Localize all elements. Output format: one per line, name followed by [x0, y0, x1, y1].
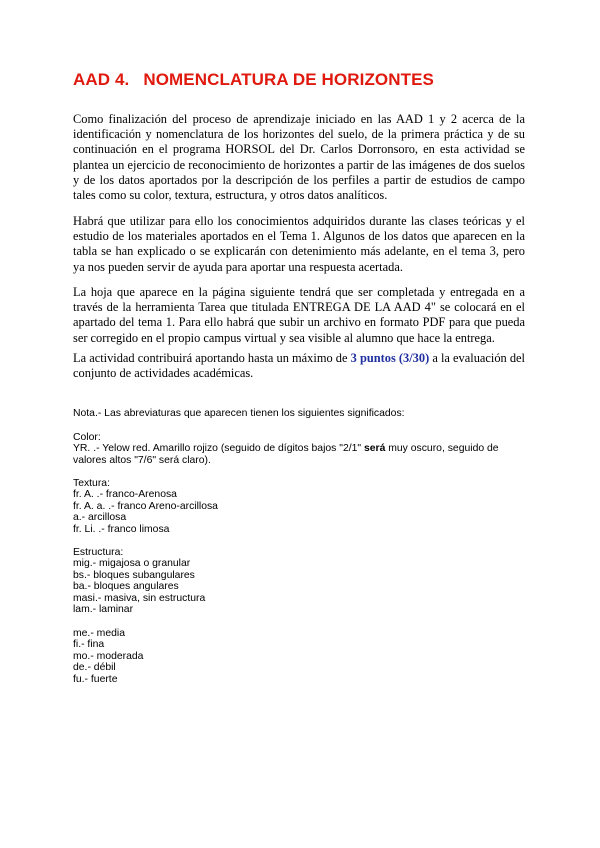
score-text-after: a la evaluación del conjunto de actividades académicas.	[73, 351, 525, 381]
score-text-before: La actividad contribuirá aportando hasta un máximo de	[73, 351, 351, 365]
color-legend	[73, 432, 533, 466]
grade-legend	[73, 628, 533, 685]
list-item: bs.- bloques subangulares	[73, 569, 195, 581]
list-item: fr. A. a. .- franco Areno-arcillosa	[73, 500, 218, 512]
score-highlight: 3 puntos (3/30)	[350, 351, 430, 365]
title-number: AAD 4.	[73, 70, 130, 89]
list-item: ba.- bloques angulares	[73, 581, 179, 593]
list-item: lam.- laminar	[73, 604, 134, 616]
list-item: masi.- masiva, sin estructura	[73, 592, 206, 604]
list-item: a.- arcillosa	[73, 512, 127, 524]
list-item: de.- débil	[73, 662, 116, 674]
structure-heading: Estructura:	[73, 547, 124, 558]
intro-paragraph: Como finalización del proceso de aprendizaje iniciado en las AAD 1 y 2 acerca de la identificación y nomenclatura de los horizontes del suelo, de la primera práctica y de su continuación en el programa HORSOL del Dr. Carlos Dorronsoro, en esta actividad se plantea un ejercicio de reconocimiento de horizontes a partir de las imágenes de dos suelos y de los datos aportados por la descripción de los perfiles a partir de estudios de campo tales como su color, textura, estructura, y otros datos analíticos.	[73, 112, 525, 203]
color-desc-before: YR. .- Yelow red. Amarillo rojizo (seguido de dígitos bajos "2/1"	[73, 443, 364, 455]
structure-legend	[73, 547, 533, 615]
list-item: mig.- migajosa o granular	[73, 558, 191, 570]
list-item: me.- media	[73, 628, 125, 639]
page-title	[73, 70, 434, 90]
list-item: mo.- moderada	[73, 650, 144, 662]
color-desc-bold: será	[363, 443, 386, 455]
list-item: fr. Li. .- franco limosa	[73, 523, 170, 535]
list-item: fr. A. .- franco-Arenosa	[73, 489, 177, 501]
texture-legend	[73, 478, 533, 535]
note-intro: Nota.- Las abreviaturas que aparecen tienen los siguientes significados:	[73, 408, 405, 419]
color-desc-after: muy oscuro, seguido de valores altos "7/6" será claro).	[73, 443, 499, 466]
title-text: NOMENCLATURA DE HORIZONTES	[143, 70, 434, 89]
texture-heading: Textura:	[73, 478, 110, 489]
list-item: fu.- fuerte	[73, 673, 118, 685]
color-heading: Color:	[73, 432, 101, 443]
knowledge-paragraph: Habrá que utilizar para ello los conocimientos adquiridos durante las clases teóricas y el estudio de los materiales aportados en el Tema 1. Algunos de los datos que aparecen en la tabla se han explicado o se explicarán con detenimiento más adelante, en el tema 3, pero ya nos pueden servir de ayuda para aportar una respuesta acertada.	[73, 214, 525, 274]
score-paragraph	[73, 351, 525, 381]
list-item: fi.- fina	[73, 639, 105, 651]
color-description	[73, 443, 499, 465]
submission-paragraph: La hoja que aparece en la página siguiente tendrá que ser completada y entregada en a través de la herramienta Tarea que titulada ENTREGA DE LA AAD 4" se colocará en el apartado del tema 1. Para ello habrá que subir un archivo en formato PDF para que pueda ser corregido en el propio campus virtual y sea visible al alumno que hace la entrega.	[73, 285, 525, 345]
